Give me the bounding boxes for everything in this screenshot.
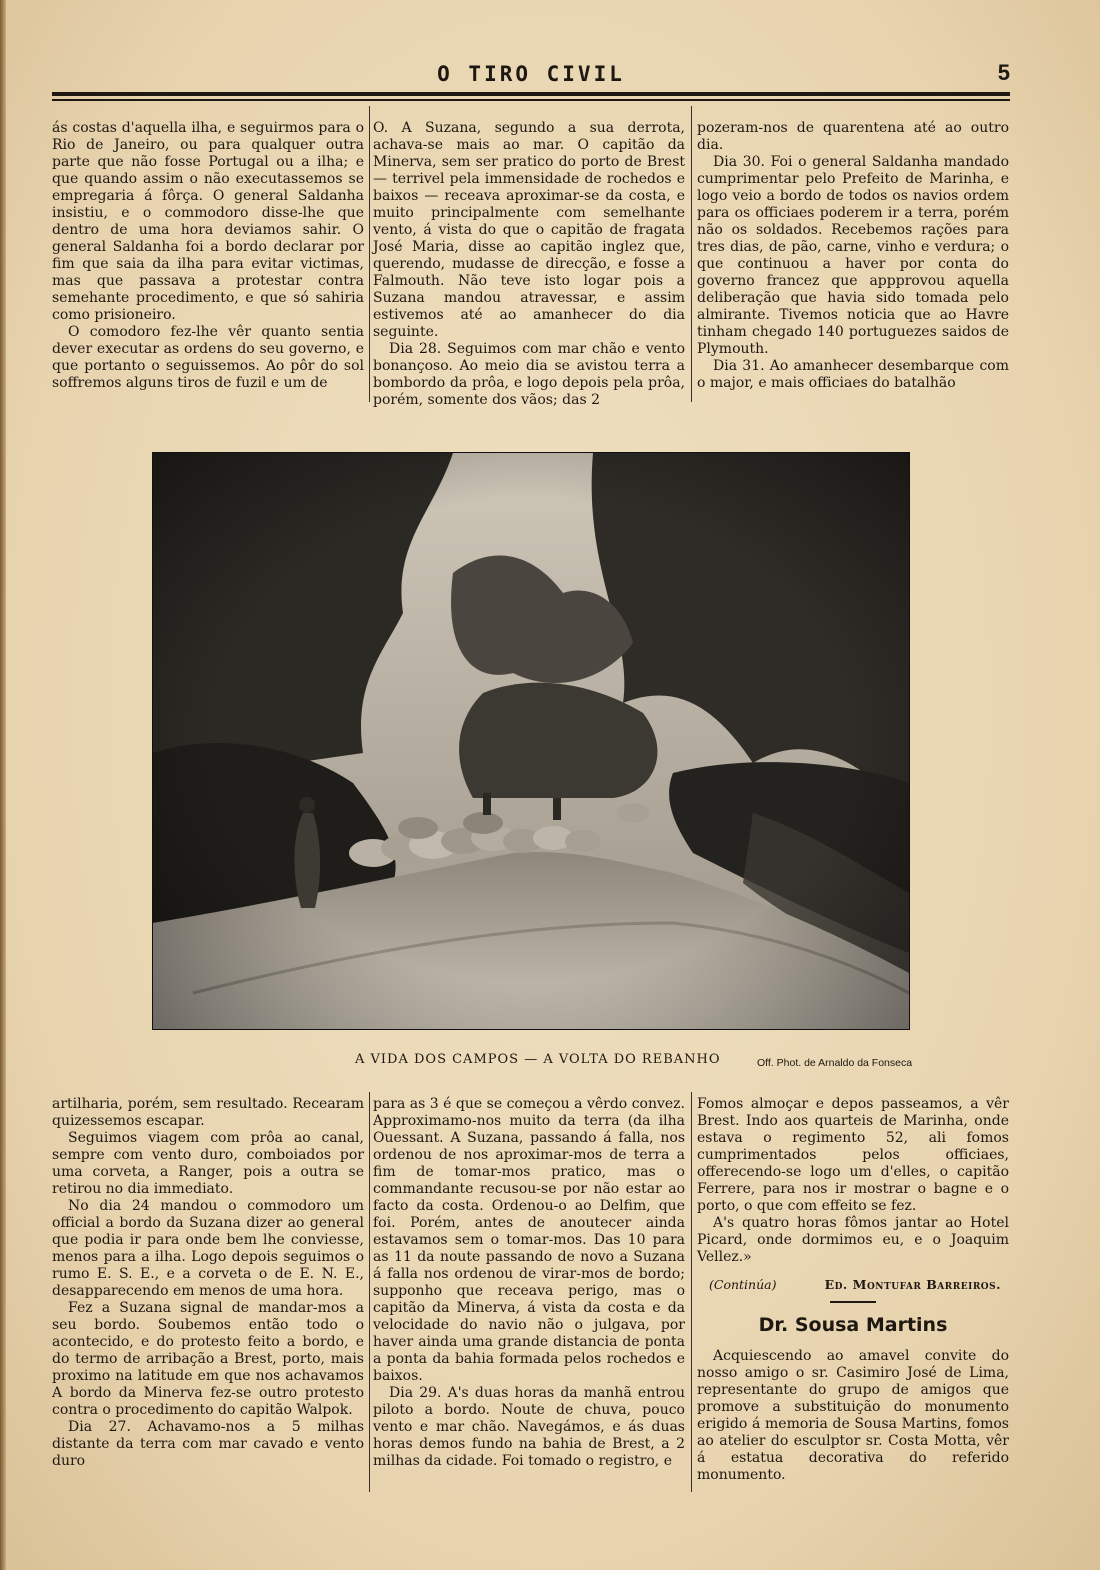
paragraph: A's quatro horas fômos jantar ao Hotel Picard, onde dormimos eu, e o Joaquim Vellez.» xyxy=(697,1215,1009,1265)
bottom-column-2 xyxy=(373,1096,685,1470)
paragraph: para as 3 é que se começou a vêrdo convez. Approximamo-nos muito da terra (da ilha Ouessant. A Suzana, passando á falla, nos ordenou de nos aproximar-mos de terra a fim de tomar-mos pratico, mas o commandante recusou-se por não estar ao facto da costa. Ordenou-o ao Delfim, que foi. Porém, antes de anoutecer ainda estavamos sem o tomar-mos. Das 10 para as 11 da noute passando de novo a Suzana á falla nos ordenou de virar-mos de bordo; supponho que receava perigo, mas o capitão da Minerva, á vista da costa e da velocidade do navio não o julgava, por haver ainda uma grande distancia de ponta a ponta da bahia formada pelos rochedos e baixos. xyxy=(373,1096,685,1384)
header-rule-thin xyxy=(52,99,1010,101)
column-divider xyxy=(691,1092,692,1492)
column-divider xyxy=(369,1092,370,1492)
continues-note: (Continúa) xyxy=(709,1277,777,1292)
paragraph: Dia 29. A's duas horas da manhã entrou piloto a bordo. Noute de chuva, pouco vento e mar chão. Navegámos, e ás duas horas demos fundo na bahia de Brest, a 2 milhas da cidade. Foi tomado o registro, e xyxy=(373,1385,685,1469)
paragraph: pozeram-nos de quarentena até ao outro dia. xyxy=(697,120,1009,153)
page-number: 5 xyxy=(997,60,1010,85)
photo-caption: A VIDA DOS CAMPOS — A VOLTA DO REBANHO xyxy=(355,1052,721,1067)
top-column-3 xyxy=(697,120,1009,392)
paragraph: O comodoro fez-lhe vêr quanto sentia dever executar as ordens do seu governo, e que portanto o seguissemos. Ao pôr do sol soffremos alguns tiros de fuzil e um de xyxy=(52,324,364,391)
photo-credit: Off. Phot. de Arnaldo da Fonseca xyxy=(757,1057,913,1069)
paragraph: Dia 27. Achavamo-nos a 5 milhas distante da terra com mar cavado e vento duro xyxy=(52,1419,364,1469)
page-edge xyxy=(0,0,6,1570)
page-header xyxy=(52,62,1010,86)
paragraph: Dia 28. Seguimos com mar chão e vento bonançoso. Ao meio dia se avistou terra a bombordo da prôa, e logo depois pela prôa, porém, somente dos vãos; das 2 xyxy=(373,341,685,408)
paragraph: Dia 31. Ao amanhecer desembarque com o major, e mais officiaes do batalhão xyxy=(697,358,1009,391)
author-name: Ed. Montufar Barreiros. xyxy=(824,1277,1001,1292)
paragraph: Seguimos viagem com prôa ao canal, sempre com vento duro, comboiados por uma corveta, a Ranger, pois a outra se retirou no dia immediato. xyxy=(52,1130,364,1197)
bottom-column-1 xyxy=(52,1096,364,1470)
photograph-country-road-flock xyxy=(152,452,910,1030)
article-heading: Dr. Sousa Martins xyxy=(758,1313,948,1336)
article-signature xyxy=(697,1276,1009,1293)
section-divider xyxy=(830,1301,876,1303)
paragraph: artilharia, porém, sem resultado. Recearam quizessemos escapar. xyxy=(52,1096,364,1129)
paragraph: Dia 30. Foi o general Saldanha mandado cumprimentar pelo Prefeito de Marinha, e logo veio a bordo de todos os navios ordem para os officiaes poderem ir a terra, porém não os soldados. Recebemos rações para tres dias, de pão, carne, vinho e verdura; o que continuou a haver por conta do governo francez que appprovou aquella deliberação que havia sido tomada pelo almirante. Tivemos noticia que ao Havre tinham chegado 140 portuguezes saidos de Plymouth. xyxy=(697,154,1009,357)
paragraph: No dia 24 mandou o commodoro um official a bordo da Suzana dizer ao general que podia ir para onde bem lhe conviesse, menos para a ilha. Logo depois seguimos o rumo E. S. E., e a corveta o de E. N. E., desapparecendo em menos de uma hora. xyxy=(52,1198,364,1299)
paragraph: ás costas d'aquella ilha, e seguirmos para o Rio de Janeiro, ou para qualquer outra parte que não fosse Portugal ou a ilha; e que quando assim o não executassemos se empregaria á fôrça. O general Saldanha insistiu, e o commodoro disse-lhe que dentro de uma hora deviamos sahir. O general Saldanha foi a bordo declarar por fim que saia da ilha para evitar victimas, mas que passava a protestar contra semehante procedimento, e que só sahiria como prisioneiro. xyxy=(52,120,364,323)
column-divider xyxy=(369,106,370,402)
column-divider xyxy=(691,106,692,402)
paragraph: Fomos almoçar e depos passeamos, a vêr Brest. Indo aos quarteis de Marinha, onde estava o regimento 52, ali fomos cumprimentados pelos officiaes, offerecendo-se logo um d'elles, o capitão Ferrere, para nos ir mostrar o bagne e o porto, o que com effeito se fez. xyxy=(697,1096,1009,1214)
bottom-column-3 xyxy=(697,1096,1009,1484)
paragraph: Acquiescendo ao amavel convite do nosso amigo o sr. Casimiro José de Lima, representante do grupo de amigos que promove a substituição do monumento erigido á memoria de Sousa Martins, fomos ao atelier do esculptor sr. Costa Motta, vêr á estatua decorativa do referido monumento. xyxy=(697,1347,1009,1483)
paragraph: O. A Suzana, segundo a sua derrota, achava-se mais ao mar. O capitão da Minerva, sem ser pratico do porto de Brest — terrivel pela immensidade de rochedos e baixos — receava aproximar-se da costa, e muito principalmente com semelhante vento, á vista do que o capitão de fragata José Maria, disse ao capitão inglez que, querendo, mudasse de direcção, e fosse a Falmouth. Não teve isto logar pois a Suzana mandou atravessar, e assim estivemos até ao amanhecer do dia seguinte. xyxy=(373,120,685,340)
photograph-image xyxy=(153,453,909,1029)
top-column-1 xyxy=(52,120,364,392)
header-rule-thick xyxy=(52,92,1010,96)
newspaper-title: O TIRO CIVIL xyxy=(437,62,625,86)
top-column-2 xyxy=(373,120,685,409)
paragraph: Fez a Suzana signal de mandar-mos a seu bordo. Soubemos então todo o acontecido, e do protesto feito a bordo, e do termo de arribação a Brest, porto, mais proximo na latitude em que nos achavamos A bordo da Minerva fez-se outro protesto contra o procedimento do capitão Walpok. xyxy=(52,1300,364,1418)
